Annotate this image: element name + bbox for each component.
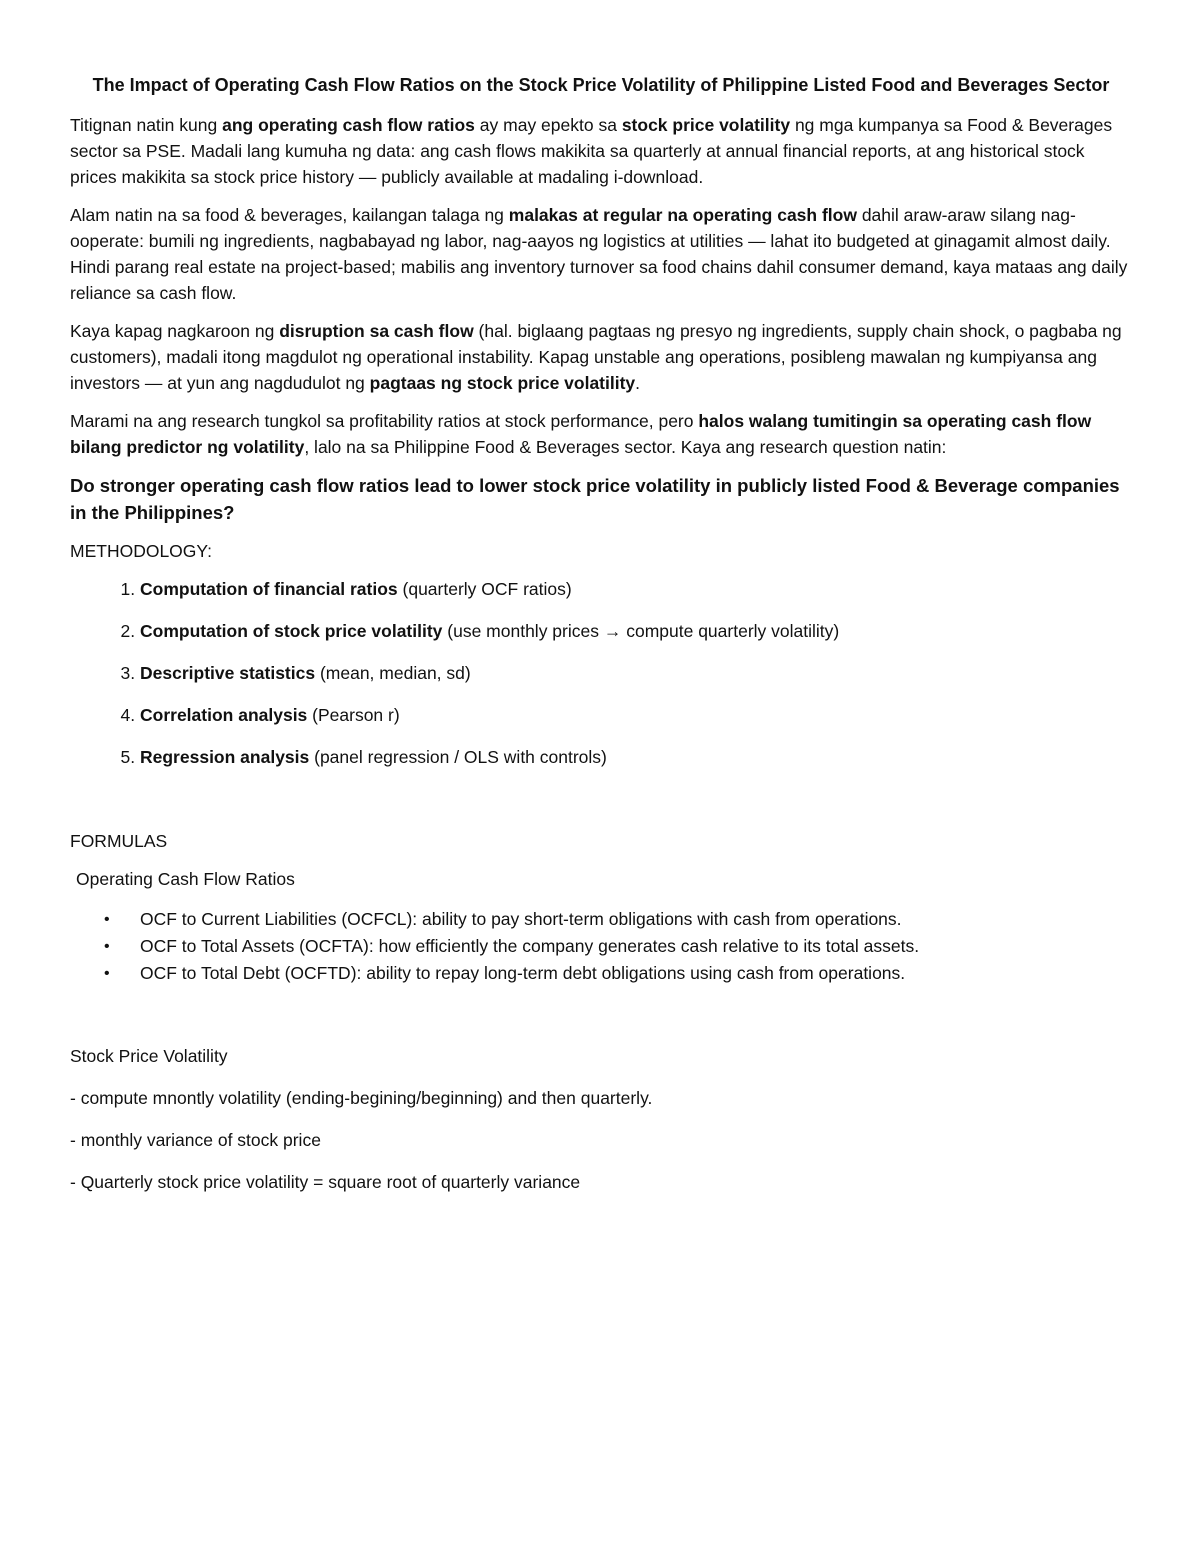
text: (use monthly prices → compute quarterly volatility) <box>442 621 840 641</box>
text: OCF to Current Liabilities (OCFCL): ability to pay short-term obligations with cash from operations. <box>140 909 902 929</box>
paragraph-disruption <box>70 318 1132 396</box>
methodology-heading: METHODOLOGY: <box>70 541 212 561</box>
document-page <box>70 70 1132 1211</box>
bullet-icon: • <box>104 911 110 928</box>
text: , lalo na sa Philippine Food & Beverages sector. Kaya ang research question natin: <box>304 437 947 457</box>
bold-text: Correlation analysis <box>140 705 308 725</box>
text: (panel regression / OLS with controls) <box>309 747 607 767</box>
list-item <box>104 960 1132 987</box>
text: (quarterly OCF ratios) <box>397 579 572 599</box>
list-item <box>140 660 1132 686</box>
list-item <box>140 618 1132 644</box>
list-item <box>104 933 1132 960</box>
volatility-step: - monthly variance of stock price <box>70 1130 321 1150</box>
ocf-ratio-list <box>70 906 1132 987</box>
research-question: Do stronger operating cash flow ratios lead to lower stock price volatility in publicly listed Food & Beverage companies in the Philippines? <box>70 475 1120 523</box>
text: (mean, median, sd) <box>315 663 471 683</box>
text: ay may epekto sa <box>474 115 622 135</box>
list-item <box>104 906 1132 933</box>
bold-text: Descriptive statistics <box>140 663 316 683</box>
paragraph-cash-flow-need <box>70 202 1132 306</box>
bold-text: Computation of stock price volatility <box>140 621 443 641</box>
text: ng mga kumpanya sa Food & Beverages sector sa PSE. Madali lang kumuha ng data: ang cash flows makikita sa quarterly at annual financial reports, at ang historical stock prices makikita sa stock price history — publicly available at madaling i-download. <box>70 115 1113 187</box>
list-item <box>140 576 1132 602</box>
stock-volatility-heading: Stock Price Volatility <box>70 1046 228 1066</box>
bullet-icon: • <box>104 965 110 982</box>
list-item <box>140 744 1132 770</box>
paragraph-research-gap <box>70 408 1132 460</box>
paragraph-intro <box>70 112 1132 190</box>
bold-text: Computation of financial ratios <box>140 579 398 599</box>
text: Kaya kapag nagkaroon ng <box>70 321 280 341</box>
formulas-heading: FORMULAS <box>70 831 168 851</box>
bold-text: halos walang tumitingin sa operating cash flow bilang predictor ng volatility <box>70 411 1092 457</box>
bold-text: malakas at regular na operating cash flow <box>508 205 857 225</box>
spacer <box>70 987 1132 1043</box>
document-title: The Impact of Operating Cash Flow Ratios on the Stock Price Volatility of Philippine Listed Food and Beverages Sector <box>92 75 1110 95</box>
ocf-ratios-subheading: Operating Cash Flow Ratios <box>76 869 295 889</box>
bullet-icon: • <box>104 938 110 955</box>
bold-text: Regression analysis <box>140 747 310 767</box>
list-item <box>140 702 1132 728</box>
bold-text: disruption sa cash flow <box>279 321 474 341</box>
spacer <box>70 786 1132 828</box>
text: Marami na ang research tungkol sa profitability ratios at stock performance, pero <box>70 411 699 431</box>
volatility-step: - compute mnontly volatility (ending-begining/beginning) and then quarterly. <box>70 1088 653 1108</box>
bold-text: ang operating cash flow ratios <box>222 115 475 135</box>
text: Alam natin na sa food & beverages, kailangan talaga ng <box>70 205 509 225</box>
bold-text: stock price volatility <box>621 115 791 135</box>
text: Titignan natin kung <box>70 115 223 135</box>
text: OCF to Total Assets (OCFTA): how efficiently the company generates cash relative to its total assets. <box>140 936 920 956</box>
methodology-list <box>70 576 1132 770</box>
volatility-step: - Quarterly stock price volatility = square root of quarterly variance <box>70 1172 581 1192</box>
text: (Pearson r) <box>307 705 400 725</box>
text: dahil araw-araw silang nag-ooperate: bumili ng ingredients, nagbabayad ng labor, nag-aayos ng logistics at utilities — lahat ito budgeted at ginagamit almost daily. Hindi parang real estate na project-based; mabilis ang inventory turnover sa food chains dahil consumer demand, kaya mataas ang daily reliance sa cash flow. <box>70 205 1128 303</box>
text: . <box>635 373 641 393</box>
bold-text: pagtaas ng stock price volatility <box>369 373 636 393</box>
text: (hal. biglaang pagtaas ng presyo ng ingredients, supply chain shock, o pagbaba ng customers), madali itong magdulot ng operational instability. Kapag unstable ang operations, posibleng mawalan ng kumpiyansa ang investors — at yun ang nagdudulot ng <box>70 321 1122 393</box>
text: OCF to Total Debt (OCFTD): ability to repay long-term debt obligations using cash from operations. <box>140 963 906 983</box>
